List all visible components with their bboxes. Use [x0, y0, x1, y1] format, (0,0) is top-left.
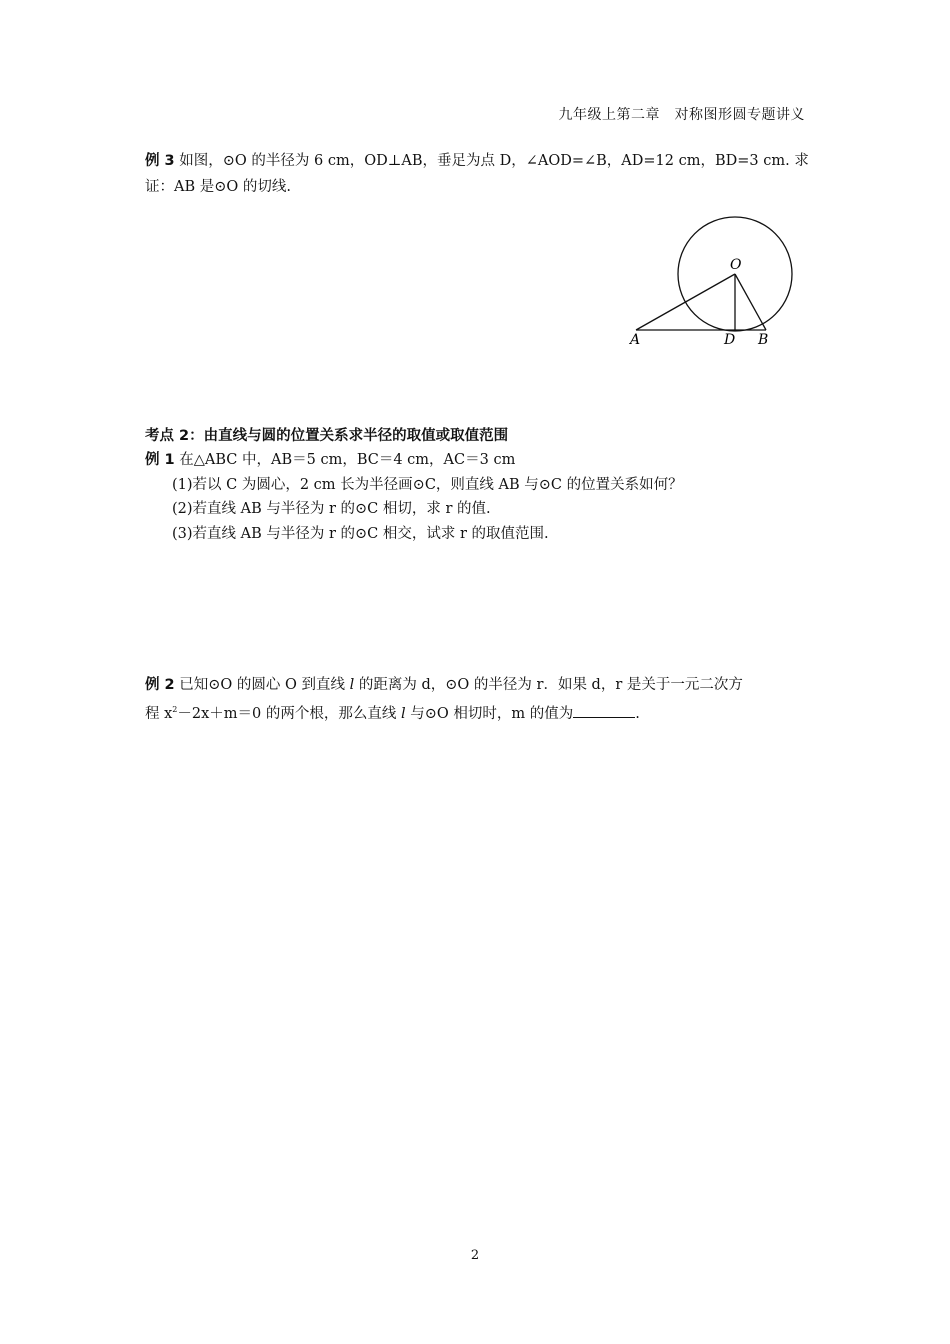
line-variable-2: l	[401, 705, 406, 722]
circle-tangent-figure	[620, 210, 800, 355]
example-2-text-2c: 与⊙O 相切时，m 的值为	[405, 705, 574, 722]
label-d: D	[724, 332, 736, 348]
page-header: 九年级上第二章 对称图形圆专题讲义	[558, 107, 805, 123]
example-3-line-1	[145, 149, 809, 173]
label-o: O	[730, 257, 742, 273]
example-3-line-2: 证：AB 是⊙O 的切线.	[145, 179, 291, 195]
example-2-line-2	[145, 698, 640, 726]
line-variable: l	[349, 677, 355, 693]
label-a: A	[630, 332, 641, 348]
example-2-end: .	[635, 705, 640, 722]
example-2-text-2a: 程 x	[145, 705, 173, 722]
example-1-question-1: (1)若以 C 为圆心，2 cm 长为半径画⊙C，则直线 AB 与⊙C 的位置关系如何？	[172, 477, 683, 493]
example-2-line-1	[145, 673, 743, 697]
example-1-question-2: (2)若直线 AB 与半径为 r 的⊙C 相切，求 r 的值.	[172, 501, 491, 517]
example-1-line	[145, 448, 515, 472]
example-1-label: 例 1	[145, 452, 175, 468]
line-ob	[735, 274, 766, 330]
page-number: 2	[470, 1248, 480, 1263]
topic-2-title: 考点 2：由直线与圆的位置关系求半径的取值或取值范围	[145, 428, 509, 444]
example-2-text-2b: －2x＋m＝0 的两个根，那么直线	[177, 705, 401, 722]
example-2-label: 例 2	[145, 677, 175, 693]
example-2-text-1a: 已知⊙O 的圆心 O 到直线	[174, 677, 350, 693]
label-b: B	[758, 332, 769, 348]
example-3-text-1: 如图，⊙O 的半径为 6 cm，OD⊥AB，垂足为点 D，∠AOD=∠B，AD=12 cm，BD=3 cm. 求	[174, 153, 809, 169]
exponent: 2	[172, 705, 178, 714]
example-1-text: 在△ABC 中，AB＝5 cm，BC＝4 cm，AC＝3 cm	[174, 452, 516, 468]
line-ao	[636, 274, 735, 330]
answer-blank[interactable]	[573, 703, 635, 718]
example-2-text-1b: 的距离为 d，⊙O 的半径为 r．如果 d，r 是关于一元二次方	[354, 677, 743, 693]
example-1-question-3: (3)若直线 AB 与半径为 r 的⊙C 相交，试求 r 的取值范围.	[172, 526, 549, 542]
example-3-label: 例 3	[145, 153, 175, 169]
